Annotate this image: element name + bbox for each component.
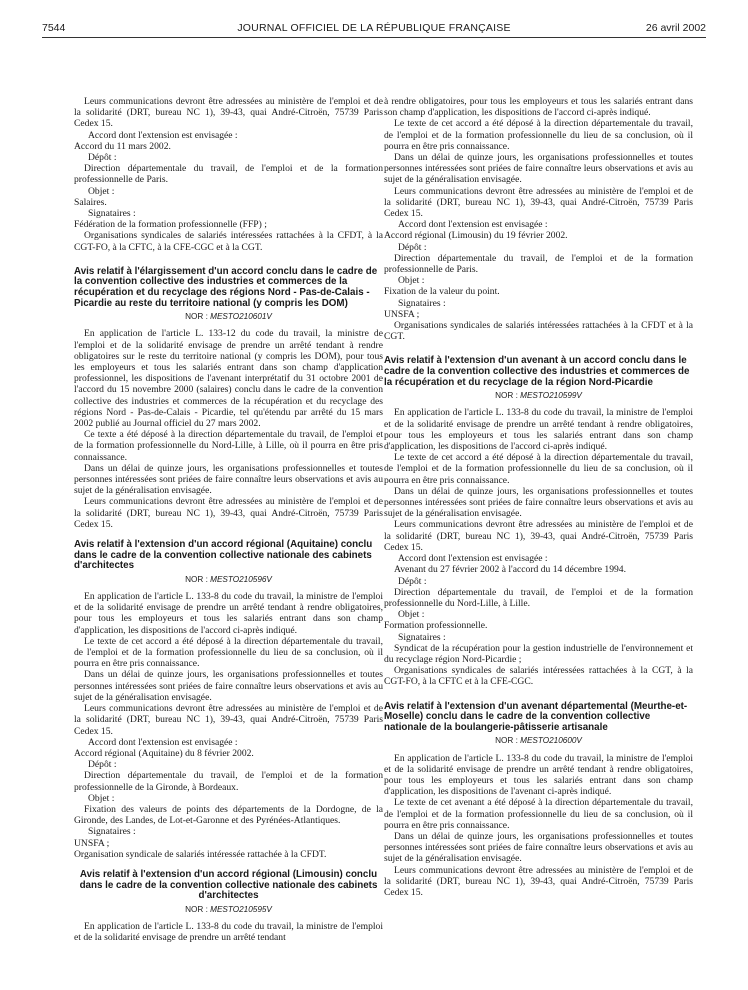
paragraph: Objet : bbox=[398, 609, 425, 621]
paragraph: Objet : bbox=[398, 275, 425, 287]
paragraph: Leurs communications devront être adressées au ministère de l'emploi et de la solidarité (DRT, bureau NC 1), 39-43, quai André-Citroën, 75739 Paris Cedex 15. bbox=[74, 703, 383, 737]
paragraph: Leurs communications devront être adressées au ministère de l'emploi et de la solidarité (DRT, bureau NC 1), 39-43, quai André-Citroën, 75739 Paris Cedex 15. bbox=[384, 519, 693, 553]
paragraph: Accord du 11 mars 2002. bbox=[74, 140, 171, 152]
nor-reference: NOR : MESTO210595V bbox=[185, 904, 272, 914]
section-title: Avis relatif à l'extension d'un accord régional (Aquitaine) conclu dans le cadre de la convention collective nationale des cabinets d'architectes bbox=[74, 539, 373, 572]
continuation-block bbox=[384, 96, 693, 342]
right-column bbox=[384, 96, 693, 898]
paragraph: Dépôt : bbox=[398, 241, 427, 253]
intro-block bbox=[74, 96, 383, 253]
paragraph: En application de l'article L. 133-8 du code du travail, la ministre de l'emploi et de la solidarité envisage de prendre un arrêté tendant à rendre obligatoires, pour tous les employeurs et tous les salariés entrant dans son champ d'application, les dispositions de l'accord ci-après indiqué. bbox=[384, 407, 693, 453]
header-rule bbox=[42, 37, 706, 38]
paragraph: Leurs communications devront être adressées au ministère de l'emploi et de la solidarité (DRT, bureau NC 1), 39-43, quai André-Citroën, 75739 Paris Cedex 15. bbox=[74, 496, 383, 530]
paragraph: Direction départementale du travail, de l'emploi et de la formation professionnelle du Nord-Lille, à Lille. bbox=[384, 586, 693, 609]
paragraph: Accord régional (Limousin) du 19 février 2002. bbox=[384, 230, 568, 242]
paragraph: Leurs communications devront être adressées au ministère de l'emploi et de la solidarité (DRT, bureau NC 1), 39-43, quai André-Citroën, 75739 Paris Cedex 15. bbox=[74, 96, 383, 130]
nor-code: MESTO210596V bbox=[210, 574, 272, 584]
nor-code: MESTO210595V bbox=[210, 904, 272, 914]
page-header bbox=[42, 20, 706, 38]
paragraph: Fédération de la formation professionnelle (FFP) ; bbox=[74, 219, 267, 231]
paragraph: UNSFA ; bbox=[74, 837, 110, 849]
section-title: Avis relatif à l'extension d'un accord régional (Limousin) conclu dans le cadre de la convention collective nationale des cabinets d'architectes bbox=[79, 868, 378, 902]
paragraph: Dans un délai de quinze jours, les organisations professionnelles et toutes personnes intéressées sont priées de faire connaître leurs observations et avis au sujet de la généralisation envisagée. bbox=[74, 462, 383, 497]
paragraph: Signataires : bbox=[398, 297, 446, 309]
nor-code: MESTO210601V bbox=[210, 312, 272, 322]
paragraph: En application de l'article L. 133-8 du code du travail, la ministre de l'emploi et de la solidarité envisage de prendre un arrêté tendant à rendre obligatoires, pour tous les employeurs et tous les salariés entrant dans son champ d'application, les dispositions de l'avenant ci-après indiqué. bbox=[384, 752, 693, 798]
paragraph: Objet : bbox=[88, 792, 115, 804]
paragraph: En application de l'article L. 133-8 du code du travail, la ministre de l'emploi et de la solidarité envisage de prendre un arrêté tendant à rendre obligatoires, pour tous les employeurs et tous les salariés entrant dans son champ d'application, les dispositions de l'accord ci-après indiqué. bbox=[74, 591, 383, 636]
paragraph: Ce texte a été déposé à la direction départementale du travail, de l'emploi et de la formation professionnelle du Nord-Lille, à Lille, où il pourra en être pris connaissance. bbox=[74, 429, 383, 463]
paragraph: Organisations syndicales de salariés intéressées rattachées à la CGT, à la CGT-FO, à la CFTC et à la CFE-CGC. bbox=[384, 665, 693, 688]
left-column bbox=[74, 96, 383, 943]
journal-title: JOURNAL OFFICIEL DE LA RÉPUBLIQUE FRANÇAISE bbox=[237, 22, 511, 34]
paragraph: Accord régional (Aquitaine) du 8 février 2002. bbox=[74, 747, 254, 759]
paragraph: Dépôt : bbox=[88, 759, 117, 771]
paragraph: En application de l'article L. 133-12 du code du travail, la ministre de l'emploi et de la solidarité envisage de prendre un arrêté tendant à rendre obligatoires sur le reste du territoire national (y compris les DOM), pour tous les employeurs et tous les salariés entrant dans son champ d'application professionnel, les dispositions de l'avenant interprétatif du 31 octobre 2001 de l'accord du 15 novembre 2000 (salaires) conclu dans le cadre de la convention collective des industries et commerces de la récupération et du recyclage des régions Nord - Pas-de-Calais - Picardie, tel qu'étendu par arrêté du 15 mars 2002 publié au Journal officiel du 27 mars 2002. bbox=[74, 328, 383, 430]
nor-reference: NOR : MESTO210601V bbox=[185, 312, 272, 322]
paragraph: Accord dont l'extension est envisagée : bbox=[88, 736, 238, 748]
nor-reference: NOR : MESTO210600V bbox=[495, 736, 582, 746]
paragraph: Dépôt : bbox=[88, 152, 117, 164]
paragraph: Signataires : bbox=[88, 826, 136, 838]
paragraph: Organisations syndicales de salariés intéressées rattachées à la CFDT, à la CGT-FO, à la CFTC, à la CFE-CGC et à la CGT. bbox=[74, 230, 383, 253]
paragraph: Accord dont l'extension est envisagée : bbox=[398, 219, 548, 231]
paragraph: Leurs communications devront être adressées au ministère de l'emploi et de la solidarité (DRT, bureau NC 1), 39-43, quai André-Citroën, 75739 Paris Cedex 15. bbox=[384, 185, 693, 220]
paragraph: Syndicat de la récupération pour la gestion industrielle de l'environnement et du recyclage région Nord-Picardie ; bbox=[384, 642, 693, 665]
paragraph: Organisations syndicales de salariés intéressées rattachées à la CFDT et à la CGT. bbox=[384, 320, 693, 343]
nor-code: MESTO210600V bbox=[520, 736, 582, 746]
page-number: 7544 bbox=[42, 22, 66, 34]
paragraph: Le texte de cet accord a été déposé à la direction départementale du travail, de l'emploi et de la formation professionnelle du lieu de sa conclusion, où il pourra en être pris connaissance. bbox=[74, 635, 383, 670]
notice-section bbox=[384, 356, 693, 687]
paragraph: Direction départementale du travail, de l'emploi et de la formation professionnelle de Paris. bbox=[74, 163, 383, 186]
section-title: Avis relatif à l'extension d'un avenant départemental (Meurthe-et-Moselle) conclu dans le cadre de la convention collective nationale de la boulangerie-pâtisserie artisanale bbox=[384, 700, 688, 733]
paragraph: Accord dont l'extension est envisagée : bbox=[88, 129, 238, 141]
paragraph: Direction départementale du travail, de l'emploi et de la formation professionnelle de Paris. bbox=[384, 252, 693, 276]
issue-date: 26 avril 2002 bbox=[645, 22, 706, 34]
nor-reference: NOR : MESTO210596V bbox=[185, 574, 272, 584]
paragraph: Dans un délai de quinze jours, les organisations professionnelles et toutes personnes intéressées sont priées de faire connaître leurs observations et avis au sujet de la généralisation envisagée. bbox=[74, 669, 383, 703]
paragraph: Le texte de cet accord a été déposé à la direction départementale du travail, de l'emploi et de la formation professionnelle du lieu de sa conclusion, où il pourra en être pris connaissance. bbox=[384, 118, 693, 152]
paragraph: Signataires : bbox=[398, 631, 446, 643]
paragraph: UNSFA ; bbox=[384, 308, 420, 320]
paragraph: Le texte de cet accord a été déposé à la direction départementale du travail, de l'emploi et de la formation professionnelle du lieu de sa conclusion, où il pourra en être pris connaissance. bbox=[384, 452, 693, 486]
paragraph: Dans un délai de quinze jours, les organisations professionnelles et toutes personnes intéressées sont priées de faire connaître leurs observations et avis au sujet de la généralisation envisagée. bbox=[384, 830, 693, 865]
paragraph: Direction départementale du travail, de l'emploi et de la formation professionnelle de la Gironde, à Bordeaux. bbox=[74, 770, 383, 793]
paragraph: Dans un délai de quinze jours, les organisations professionnelles et toutes personnes intéressées sont priées de faire connaître leurs observations et avis au sujet de la généralisation envisagée. bbox=[384, 485, 693, 520]
notice-section bbox=[384, 702, 693, 899]
paragraph: Formation professionnelle. bbox=[384, 620, 488, 632]
paragraph: Fixation des valeurs de points des départements de la Dordogne, de la Gironde, des Landes, de Lot-et-Garonne et des Pyrénées-Atlantiques. bbox=[74, 803, 383, 827]
paragraph: Objet : bbox=[88, 185, 115, 197]
paragraph: Signataires : bbox=[88, 208, 136, 220]
paragraph: Organisation syndicale de salariés intéressée rattachée à la CFDT. bbox=[74, 848, 327, 860]
paragraph: Leurs communications devront être adressées au ministère de l'emploi et de la solidarité (DRT, bureau NC 1), 39-43, quai André-Citroën, 75739 Paris Cedex 15. bbox=[384, 864, 693, 898]
notice-section bbox=[74, 540, 383, 860]
paragraph: Avenant du 27 février 2002 à l'accord du 14 décembre 1994. bbox=[394, 564, 626, 576]
section-title: Avis relatif à l'élargissement d'un accord conclu dans le cadre de la convention collective des industries et commerces de la récupération et du recyclage des régions Nord - Pas-de-Calais - Picardie au reste du territoire national (y compris les DOM) bbox=[74, 265, 378, 309]
section-title: Avis relatif à l'extension d'un avenant à un accord conclu dans le cadre de la convention collective des industries et commerces de la récupération et du recyclage de la région Nord-Picardie bbox=[384, 355, 690, 388]
paragraph: Fixation de la valeur du point. bbox=[384, 286, 500, 298]
paragraph: à rendre obligatoires, pour tous les employeurs et tous les salariés entrant dans son champ d'application, les dispositions de l'accord ci-après indiqué. bbox=[384, 96, 693, 119]
nor-code: MESTO210599V bbox=[520, 391, 582, 401]
paragraph: Salaires. bbox=[74, 196, 107, 208]
paragraph: Dépôt : bbox=[398, 575, 427, 587]
paragraph: Accord dont l'extension est envisagée : bbox=[398, 553, 548, 565]
paragraph: En application de l'article L. 133-8 du code du travail, la ministre de l'emploi et de la solidarité envisage de prendre un arrêté tendant bbox=[74, 920, 383, 944]
notice-section bbox=[74, 267, 383, 530]
notice-section bbox=[74, 870, 383, 943]
nor-reference: NOR : MESTO210599V bbox=[495, 391, 582, 401]
paragraph: Dans un délai de quinze jours, les organisations professionnelles et toutes personnes intéressées sont priées de faire connaître leurs observations et avis au sujet de la généralisation envisagée. bbox=[384, 152, 693, 186]
paragraph: Le texte de cet avenant a été déposé à la direction départementale du travail, de l'emploi et de la formation professionnelle du lieu de sa conclusion, où il pourra en être pris connaissance. bbox=[384, 797, 693, 831]
